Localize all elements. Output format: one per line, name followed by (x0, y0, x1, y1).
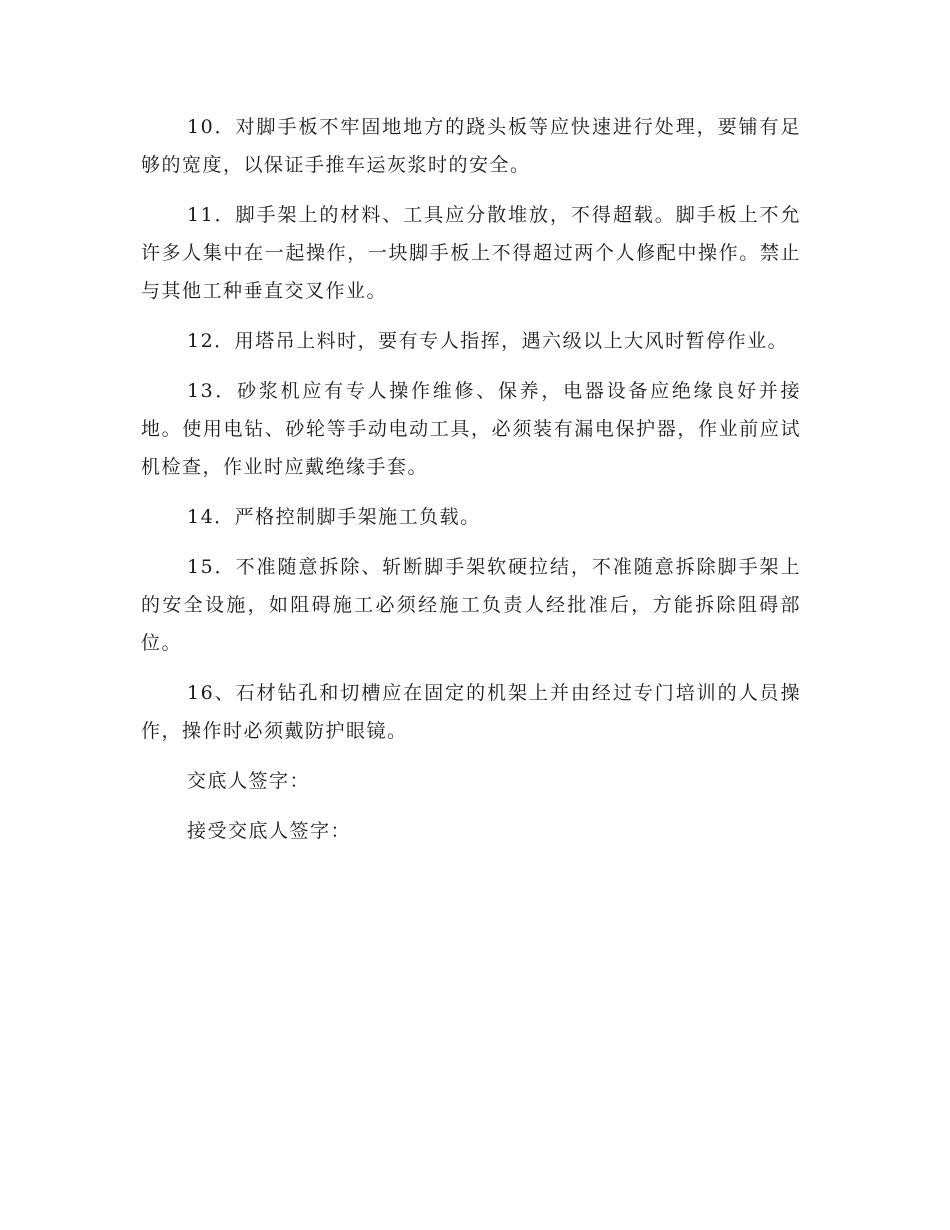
paragraph-16: 16、石材钻孔和切槽应在固定的机架上并由经过专门培训的人员操作，操作时必须戴防护眼镜。 (141, 682, 801, 742)
paragraph-12: 12．用塔吊上料时，要有专人指挥，遇六级以上大风时暂停作业。 (187, 330, 789, 352)
discloser-signature-label: 交底人签字： (187, 770, 311, 792)
paragraph-13: 13．砂浆机应有专人操作维修、保养，电器设备应绝缘良好并接地。使用电钻、砂轮等手动电动工具，必须装有漏电保护器，作业前应试机检查，作业时应戴绝缘手套。 (141, 380, 801, 478)
paragraph-11: 11．脚手架上的材料、工具应分散堆放，不得超载。脚手板上不允许多人集中在一起操作，一块脚手板上不得超过两个人修配中操作。禁止与其他工种垂直交叉作业。 (141, 204, 801, 302)
paragraph-14: 14．严格控制脚手架施工负载。 (187, 506, 481, 528)
receiver-signature-label: 接受交底人签字： (187, 820, 352, 842)
paragraph-10: 10．对脚手板不牢固地地方的跷头板等应快速进行处理，要铺有足够的宽度，以保证手推车运灰浆时的安全。 (141, 116, 801, 176)
document-page (141, 108, 801, 862)
paragraph-15: 15．不准随意拆除、斩断脚手架软硬拉结，不准随意拆除脚手架上的安全设施，如阻碍施工必须经施工负责人经批准后，方能拆除阻碍部位。 (141, 556, 801, 654)
